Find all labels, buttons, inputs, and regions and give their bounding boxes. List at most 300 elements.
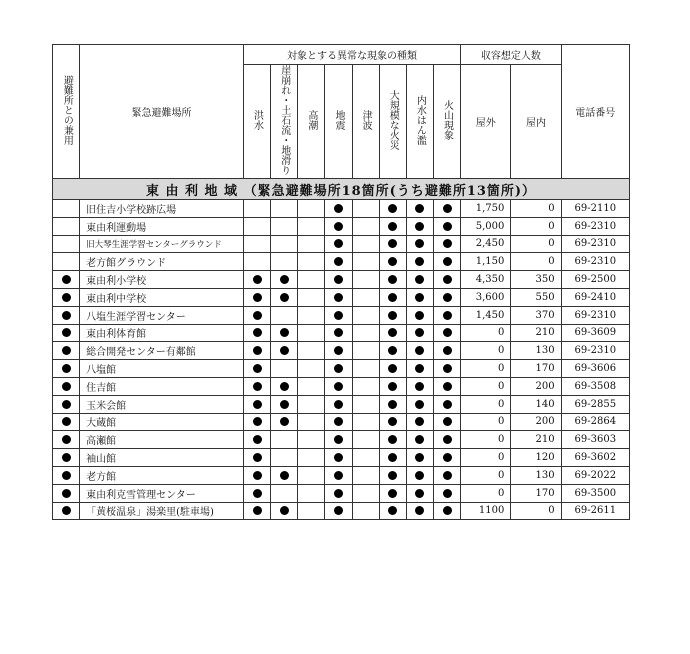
hazard-cell (325, 200, 352, 218)
site-name-cell: 八塩生涯学習センター (80, 306, 244, 324)
filled-circle-icon (443, 239, 452, 248)
table-row (53, 377, 630, 395)
hazard-cell (352, 306, 379, 324)
filled-circle-icon (388, 471, 397, 480)
filled-circle-icon (334, 204, 343, 213)
hazard-cell (298, 502, 325, 520)
hazard-cell (352, 324, 379, 342)
filled-circle-icon (388, 328, 397, 337)
hazard-cell (271, 217, 298, 235)
filled-circle-icon (62, 400, 71, 409)
site-name-cell: 大蔵館 (80, 413, 244, 431)
filled-circle-icon (443, 346, 452, 355)
filled-circle-icon (443, 417, 452, 426)
filled-circle-icon (253, 328, 262, 337)
filled-circle-icon (388, 257, 397, 266)
hazard-cell (406, 449, 433, 467)
hazard-cell (298, 200, 325, 218)
filled-circle-icon (443, 471, 452, 480)
hazard-cell (298, 288, 325, 306)
hazard-cell (352, 466, 379, 484)
indoor-capacity-cell: 130 (511, 466, 561, 484)
phone-cell: 69-2310 (561, 217, 629, 235)
hazard-cell (243, 342, 270, 360)
hazard-cell (243, 502, 270, 520)
hazard-cell (243, 377, 270, 395)
indoor-capacity-cell: 210 (511, 324, 561, 342)
site-name-cell: 老方館 (80, 466, 244, 484)
filled-circle-icon (62, 311, 71, 320)
filled-circle-icon (388, 417, 397, 426)
hazard-cell (298, 377, 325, 395)
dual-use-cell (53, 217, 80, 235)
phone-cell: 69-3609 (561, 324, 629, 342)
filled-circle-icon (62, 346, 71, 355)
table-row (53, 431, 630, 449)
header-outdoor: 屋外 (461, 65, 511, 179)
hazard-cell (298, 395, 325, 413)
table-row (53, 306, 630, 324)
hazard-cell (379, 431, 406, 449)
filled-circle-icon (62, 417, 71, 426)
outdoor-capacity-cell: 0 (461, 360, 511, 378)
filled-circle-icon (388, 293, 397, 302)
hazard-cell (379, 271, 406, 289)
filled-circle-icon (415, 311, 424, 320)
filled-circle-icon (388, 489, 397, 498)
outdoor-capacity-cell: 0 (461, 395, 511, 413)
hazard-cell (379, 253, 406, 271)
header-hazard: 高潮 (298, 65, 325, 179)
filled-circle-icon (388, 506, 397, 515)
filled-circle-icon (280, 471, 289, 480)
hazard-cell (271, 502, 298, 520)
filled-circle-icon (334, 435, 343, 444)
indoor-capacity-cell: 0 (511, 200, 561, 218)
hazard-cell (406, 413, 433, 431)
phone-cell: 69-2310 (561, 342, 629, 360)
hazard-cell (325, 360, 352, 378)
dual-use-cell (53, 235, 80, 253)
hazard-cell (433, 377, 460, 395)
site-name-cell: 袖山館 (80, 449, 244, 467)
filled-circle-icon (253, 453, 262, 462)
indoor-capacity-cell: 550 (511, 288, 561, 306)
header-phone: 電話番号 (561, 45, 629, 179)
hazard-cell (433, 449, 460, 467)
dual-use-cell (53, 431, 80, 449)
indoor-capacity-cell: 210 (511, 431, 561, 449)
site-name-cell: 東由利運動場 (80, 217, 244, 235)
hazard-cell (325, 395, 352, 413)
phone-cell: 69-3606 (561, 360, 629, 378)
hazard-cell (352, 360, 379, 378)
filled-circle-icon (280, 275, 289, 284)
header-hazard: 内水はん濫 (406, 65, 433, 179)
region-name: 東 由 利 地 域 (145, 183, 239, 199)
site-name-cell: 高瀬館 (80, 431, 244, 449)
filled-circle-icon (280, 328, 289, 337)
hazard-cell (271, 377, 298, 395)
phone-cell: 69-3602 (561, 449, 629, 467)
hazard-cell (243, 324, 270, 342)
filled-circle-icon (388, 204, 397, 213)
filled-circle-icon (388, 382, 397, 391)
filled-circle-icon (280, 400, 289, 409)
hazard-cell (433, 271, 460, 289)
dual-use-cell (53, 200, 80, 218)
filled-circle-icon (62, 435, 71, 444)
hazard-cell (379, 324, 406, 342)
filled-circle-icon (253, 471, 262, 480)
filled-circle-icon (334, 506, 343, 515)
hazard-cell (325, 253, 352, 271)
header-hazard-group: 対象とする異常な現象の種類 (243, 45, 460, 65)
filled-circle-icon (443, 364, 452, 373)
phone-cell: 69-3603 (561, 431, 629, 449)
indoor-capacity-cell: 200 (511, 377, 561, 395)
hazard-cell (352, 342, 379, 360)
hazard-cell (352, 502, 379, 520)
filled-circle-icon (415, 489, 424, 498)
header-indoor: 屋内 (511, 65, 561, 179)
hazard-cell (325, 449, 352, 467)
filled-circle-icon (388, 275, 397, 284)
filled-circle-icon (253, 400, 262, 409)
hazard-cell (352, 484, 379, 502)
filled-circle-icon (443, 311, 452, 320)
filled-circle-icon (334, 400, 343, 409)
hazard-cell (243, 360, 270, 378)
hazard-cell (271, 484, 298, 502)
filled-circle-icon (62, 506, 71, 515)
hazard-cell (271, 431, 298, 449)
filled-circle-icon (62, 364, 71, 373)
filled-circle-icon (334, 364, 343, 373)
hazard-cell (379, 306, 406, 324)
dual-use-cell (53, 342, 80, 360)
filled-circle-icon (334, 471, 343, 480)
filled-circle-icon (253, 293, 262, 302)
hazard-cell (271, 449, 298, 467)
hazard-cell (271, 306, 298, 324)
table-row (53, 502, 630, 520)
header-hazard: 大規模な火災 (379, 65, 406, 179)
filled-circle-icon (253, 311, 262, 320)
hazard-cell (406, 324, 433, 342)
hazard-cell (298, 466, 325, 484)
dual-use-cell (53, 466, 80, 484)
filled-circle-icon (415, 346, 424, 355)
dual-use-cell (53, 271, 80, 289)
filled-circle-icon (388, 222, 397, 231)
hazard-cell (271, 271, 298, 289)
filled-circle-icon (280, 346, 289, 355)
hazard-cell (243, 431, 270, 449)
phone-cell: 69-2500 (561, 271, 629, 289)
filled-circle-icon (443, 275, 452, 284)
hazard-cell (379, 235, 406, 253)
filled-circle-icon (415, 275, 424, 284)
filled-circle-icon (253, 382, 262, 391)
filled-circle-icon (280, 382, 289, 391)
filled-circle-icon (280, 293, 289, 302)
filled-circle-icon (62, 489, 71, 498)
filled-circle-icon (388, 239, 397, 248)
hazard-cell (298, 235, 325, 253)
dual-use-cell (53, 253, 80, 271)
filled-circle-icon (253, 506, 262, 515)
hazard-cell (352, 200, 379, 218)
filled-circle-icon (334, 275, 343, 284)
hazard-cell (243, 395, 270, 413)
filled-circle-icon (443, 400, 452, 409)
phone-cell: 69-3500 (561, 484, 629, 502)
dual-use-cell (53, 324, 80, 342)
hazard-cell (406, 271, 433, 289)
hazard-cell (352, 395, 379, 413)
filled-circle-icon (62, 471, 71, 480)
hazard-cell (298, 271, 325, 289)
filled-circle-icon (415, 328, 424, 337)
hazard-cell (352, 431, 379, 449)
region-row (53, 179, 630, 200)
hazard-cell (379, 377, 406, 395)
hazard-cell (243, 413, 270, 431)
table-row (53, 395, 630, 413)
hazard-cell (352, 288, 379, 306)
hazard-cell (243, 235, 270, 253)
hazard-cell (298, 413, 325, 431)
filled-circle-icon (334, 328, 343, 337)
site-name-cell: 「黄桜温泉」湯楽里(駐車場) (80, 502, 244, 520)
header-site: 緊急避難場所 (80, 45, 244, 179)
filled-circle-icon (334, 293, 343, 302)
hazard-cell (298, 324, 325, 342)
filled-circle-icon (443, 293, 452, 302)
table-row (53, 466, 630, 484)
filled-circle-icon (443, 257, 452, 266)
filled-circle-icon (415, 506, 424, 515)
site-name-cell: 東由利小学校 (80, 271, 244, 289)
hazard-cell (352, 235, 379, 253)
header-hazard: 崖崩れ・土石流・地滑り (271, 65, 298, 179)
phone-cell: 69-2022 (561, 466, 629, 484)
filled-circle-icon (62, 293, 71, 302)
filled-circle-icon (415, 453, 424, 462)
header-capacity-group: 収容想定人数 (461, 45, 562, 65)
hazard-cell (325, 271, 352, 289)
hazard-cell (433, 200, 460, 218)
hazard-cell (379, 360, 406, 378)
dual-use-cell (53, 484, 80, 502)
hazard-cell (433, 324, 460, 342)
table-row (53, 217, 630, 235)
site-name-cell: 旧住吉小学校跡広場 (80, 200, 244, 218)
table-row (53, 342, 630, 360)
hazard-cell (325, 413, 352, 431)
hazard-cell (243, 271, 270, 289)
indoor-capacity-cell: 130 (511, 342, 561, 360)
hazard-cell (352, 253, 379, 271)
hazard-cell (325, 466, 352, 484)
site-name-cell: 東由利克雪管理センター (80, 484, 244, 502)
hazard-cell (325, 342, 352, 360)
dual-use-cell (53, 502, 80, 520)
hazard-cell (379, 342, 406, 360)
hazard-cell (243, 288, 270, 306)
hazard-cell (433, 288, 460, 306)
filled-circle-icon (443, 453, 452, 462)
site-name-cell: 旧大琴生涯学習センターグラウンド (80, 235, 244, 253)
hazard-cell (298, 253, 325, 271)
hazard-cell (352, 449, 379, 467)
hazard-cell (243, 217, 270, 235)
hazard-cell (352, 217, 379, 235)
phone-cell: 69-3508 (561, 377, 629, 395)
hazard-cell (406, 342, 433, 360)
filled-circle-icon (443, 506, 452, 515)
site-name-cell: 玉米会館 (80, 395, 244, 413)
filled-circle-icon (388, 364, 397, 373)
hazard-cell (298, 484, 325, 502)
indoor-capacity-cell: 120 (511, 449, 561, 467)
dual-use-cell (53, 360, 80, 378)
hazard-cell (243, 306, 270, 324)
indoor-capacity-cell: 0 (511, 502, 561, 520)
hazard-cell (325, 324, 352, 342)
hazard-cell (243, 466, 270, 484)
table-row (53, 449, 630, 467)
hazard-cell (406, 377, 433, 395)
indoor-capacity-cell: 170 (511, 360, 561, 378)
site-name-cell: 総合開発センター有鄰館 (80, 342, 244, 360)
indoor-capacity-cell: 170 (511, 484, 561, 502)
hazard-cell (298, 306, 325, 324)
outdoor-capacity-cell: 0 (461, 413, 511, 431)
filled-circle-icon (388, 346, 397, 355)
hazard-cell (379, 466, 406, 484)
filled-circle-icon (253, 489, 262, 498)
filled-circle-icon (253, 364, 262, 373)
header-hazard: 地震 (325, 65, 352, 179)
filled-circle-icon (62, 453, 71, 462)
filled-circle-icon (334, 257, 343, 266)
hazard-cell (433, 342, 460, 360)
outdoor-capacity-cell: 5,000 (461, 217, 511, 235)
phone-cell: 69-2110 (561, 200, 629, 218)
hazard-cell (325, 502, 352, 520)
filled-circle-icon (334, 239, 343, 248)
hazard-cell (325, 217, 352, 235)
hazard-cell (406, 431, 433, 449)
phone-cell: 69-2410 (561, 288, 629, 306)
region-summary: （緊急避難場所18箇所(うち避難所13箇所)） (243, 183, 537, 199)
phone-cell: 69-2310 (561, 306, 629, 324)
hazard-cell (271, 395, 298, 413)
table-row (53, 484, 630, 502)
hazard-cell (433, 235, 460, 253)
filled-circle-icon (443, 328, 452, 337)
indoor-capacity-cell: 370 (511, 306, 561, 324)
filled-circle-icon (334, 222, 343, 231)
filled-circle-icon (443, 222, 452, 231)
site-name-cell: 東由利中学校 (80, 288, 244, 306)
hazard-cell (406, 466, 433, 484)
outdoor-capacity-cell: 1,150 (461, 253, 511, 271)
filled-circle-icon (415, 471, 424, 480)
hazard-cell (433, 253, 460, 271)
indoor-capacity-cell: 350 (511, 271, 561, 289)
hazard-cell (298, 342, 325, 360)
hazard-cell (243, 449, 270, 467)
hazard-cell (271, 466, 298, 484)
filled-circle-icon (415, 204, 424, 213)
hazard-cell (433, 502, 460, 520)
hazard-cell (271, 360, 298, 378)
filled-circle-icon (443, 204, 452, 213)
hazard-cell (406, 235, 433, 253)
hazard-cell (379, 484, 406, 502)
hazard-cell (406, 360, 433, 378)
site-name-cell: 東由利体育館 (80, 324, 244, 342)
filled-circle-icon (388, 453, 397, 462)
phone-cell: 69-2855 (561, 395, 629, 413)
outdoor-capacity-cell: 3,600 (461, 288, 511, 306)
filled-circle-icon (62, 328, 71, 337)
phone-cell: 69-2310 (561, 235, 629, 253)
hazard-cell (325, 306, 352, 324)
dual-use-cell (53, 377, 80, 395)
filled-circle-icon (334, 489, 343, 498)
hazard-cell (379, 217, 406, 235)
filled-circle-icon (253, 275, 262, 284)
filled-circle-icon (280, 506, 289, 515)
filled-circle-icon (415, 400, 424, 409)
hazard-cell (406, 502, 433, 520)
hazard-cell (406, 288, 433, 306)
filled-circle-icon (415, 257, 424, 266)
filled-circle-icon (415, 364, 424, 373)
hazard-cell (352, 377, 379, 395)
indoor-capacity-cell: 0 (511, 253, 561, 271)
filled-circle-icon (415, 382, 424, 391)
filled-circle-icon (388, 400, 397, 409)
phone-cell: 69-2310 (561, 253, 629, 271)
hazard-cell (325, 484, 352, 502)
indoor-capacity-cell: 0 (511, 217, 561, 235)
hazard-cell (406, 200, 433, 218)
site-name-cell: 住吉館 (80, 377, 244, 395)
header-hazard: 洪水 (243, 65, 270, 179)
hazard-cell (325, 235, 352, 253)
table-row (53, 324, 630, 342)
hazard-cell (433, 395, 460, 413)
hazard-cell (379, 413, 406, 431)
outdoor-capacity-cell: 1,750 (461, 200, 511, 218)
filled-circle-icon (280, 417, 289, 426)
filled-circle-icon (253, 435, 262, 444)
hazard-cell (243, 253, 270, 271)
site-name-cell: 老方館グラウンド (80, 253, 244, 271)
header-hazard: 火山現象 (433, 65, 460, 179)
hazard-cell (433, 466, 460, 484)
hazard-cell (298, 449, 325, 467)
filled-circle-icon (443, 435, 452, 444)
hazard-cell (243, 484, 270, 502)
table-row (53, 271, 630, 289)
header-hazard: 津波 (352, 65, 379, 179)
